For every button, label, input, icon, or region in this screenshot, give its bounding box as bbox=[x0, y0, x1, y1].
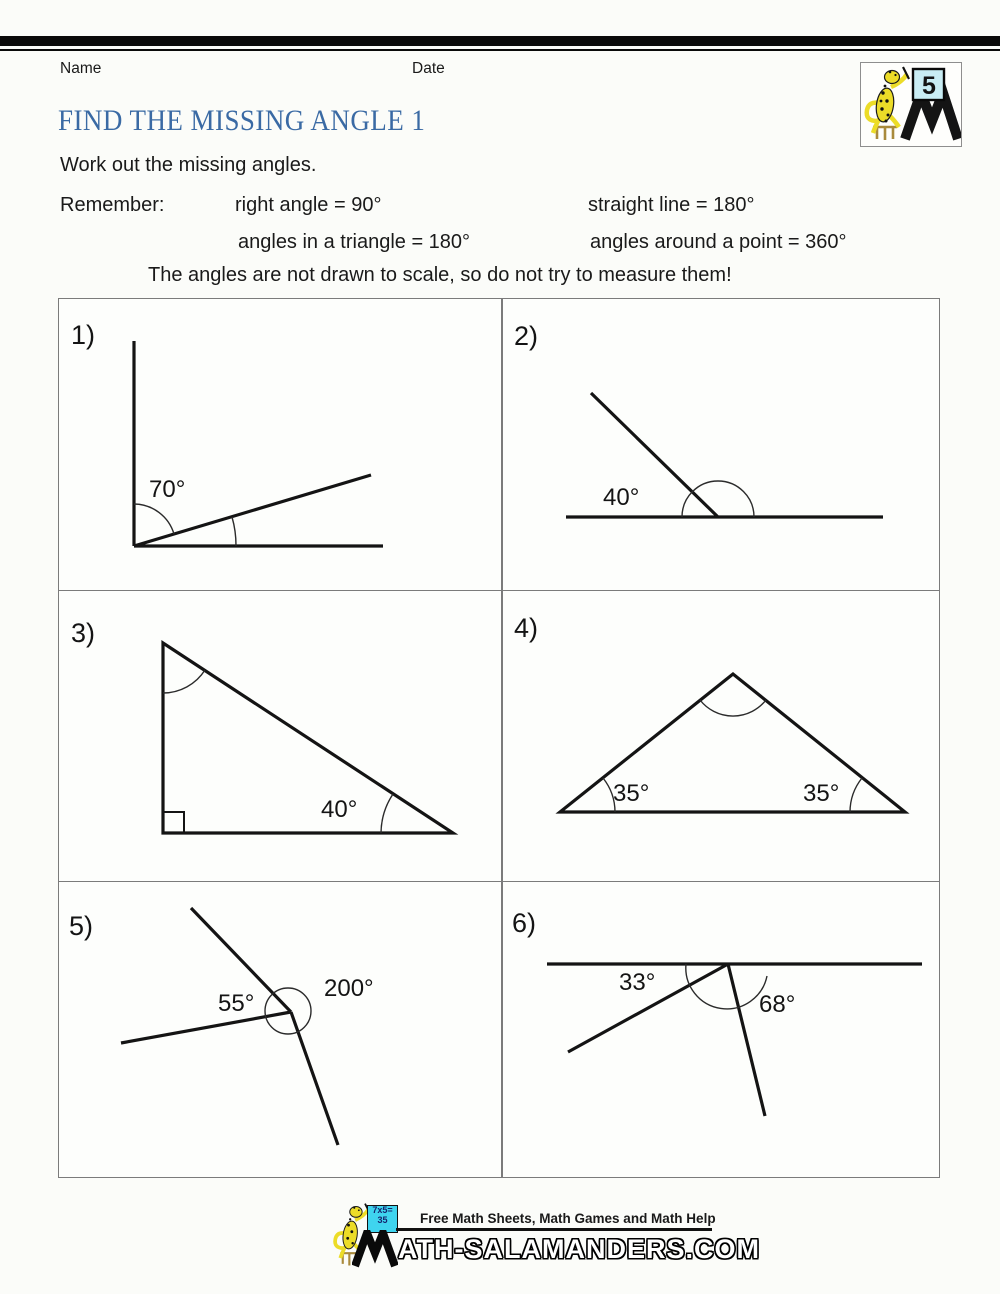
problem-number: 2) bbox=[513, 321, 538, 351]
missing-angle-arc bbox=[682, 481, 754, 517]
angle-label: 40° bbox=[321, 796, 358, 823]
triangle bbox=[163, 643, 453, 833]
salamander-eye bbox=[358, 1209, 360, 1211]
name-label: Name bbox=[60, 60, 102, 77]
missing-angle-arc bbox=[232, 517, 236, 546]
problem-number: 3) bbox=[71, 618, 96, 648]
footer-rule bbox=[396, 1228, 712, 1231]
missing-angle-arc bbox=[163, 670, 205, 693]
angle-label: 55° bbox=[218, 990, 255, 1017]
fact-around-point: angles around a point = 360° bbox=[590, 231, 847, 253]
angle-label: 200° bbox=[324, 975, 374, 1002]
angle-arms bbox=[134, 341, 383, 546]
problem-number: 5) bbox=[69, 911, 94, 941]
angle-label: 40° bbox=[602, 484, 639, 511]
badge-line-2: 35 bbox=[377, 1214, 388, 1225]
problem-4-diagram bbox=[503, 591, 941, 880]
problem-1-diagram bbox=[59, 299, 501, 589]
missing-angle-arc bbox=[700, 700, 766, 716]
right-angle-marker bbox=[163, 812, 184, 833]
scale-note: The angles are not drawn to scale, so do not try to measure them! bbox=[148, 264, 732, 286]
top-rule-thin bbox=[0, 49, 1000, 52]
right-angle-arc bbox=[850, 778, 862, 812]
salamander-eye bbox=[894, 74, 896, 76]
angle-label: 35° bbox=[612, 780, 649, 807]
problem-number: 4) bbox=[513, 613, 538, 643]
subtitle: Work out the missing angles. bbox=[60, 154, 317, 176]
footer-math-badge bbox=[367, 1205, 398, 1233]
triangle bbox=[560, 674, 905, 812]
salamander-head bbox=[885, 71, 900, 84]
salamander-head bbox=[350, 1207, 362, 1218]
date-label: Date bbox=[412, 60, 445, 77]
page-title: FIND THE MISSING ANGLE 1 bbox=[58, 104, 426, 137]
angle-label: 70° bbox=[149, 476, 186, 503]
angle-arc bbox=[685, 964, 766, 1009]
problem-grid bbox=[58, 298, 940, 1178]
problem-2-diagram bbox=[503, 299, 941, 589]
grade-badge-number: 5 bbox=[922, 72, 936, 100]
footer-wordmark: ATH-SALAMANDERS.COM bbox=[398, 1234, 760, 1264]
fact-straight-line: straight line = 180° bbox=[588, 194, 755, 216]
badge-line-1: 7x5= bbox=[372, 1205, 393, 1215]
fact-right-angle: right angle = 90° bbox=[235, 194, 382, 216]
problem-5-diagram bbox=[59, 882, 501, 1177]
remember-label: Remember: bbox=[60, 194, 165, 216]
m-logo bbox=[355, 1233, 395, 1266]
known-angle-arc bbox=[381, 794, 393, 833]
angle-label: 33° bbox=[618, 969, 655, 996]
angle-label: 35° bbox=[802, 780, 839, 807]
fact-triangle: angles in a triangle = 180° bbox=[238, 231, 471, 253]
top-rule-thick bbox=[0, 36, 1000, 46]
problem-number: 1) bbox=[71, 320, 96, 350]
problem-6-diagram bbox=[503, 882, 941, 1177]
angle-label: 68° bbox=[758, 991, 795, 1018]
footer-m-logo bbox=[352, 1230, 398, 1268]
problem-number: 6) bbox=[511, 908, 536, 938]
known-angle-arc bbox=[134, 504, 174, 534]
angle-arms bbox=[547, 964, 922, 1116]
grade-logo bbox=[861, 63, 961, 146]
footer-tagline: Free Math Sheets, Math Games and Math Help bbox=[420, 1211, 716, 1226]
grade-logo-box bbox=[860, 62, 962, 147]
problem-3-diagram bbox=[59, 591, 501, 880]
